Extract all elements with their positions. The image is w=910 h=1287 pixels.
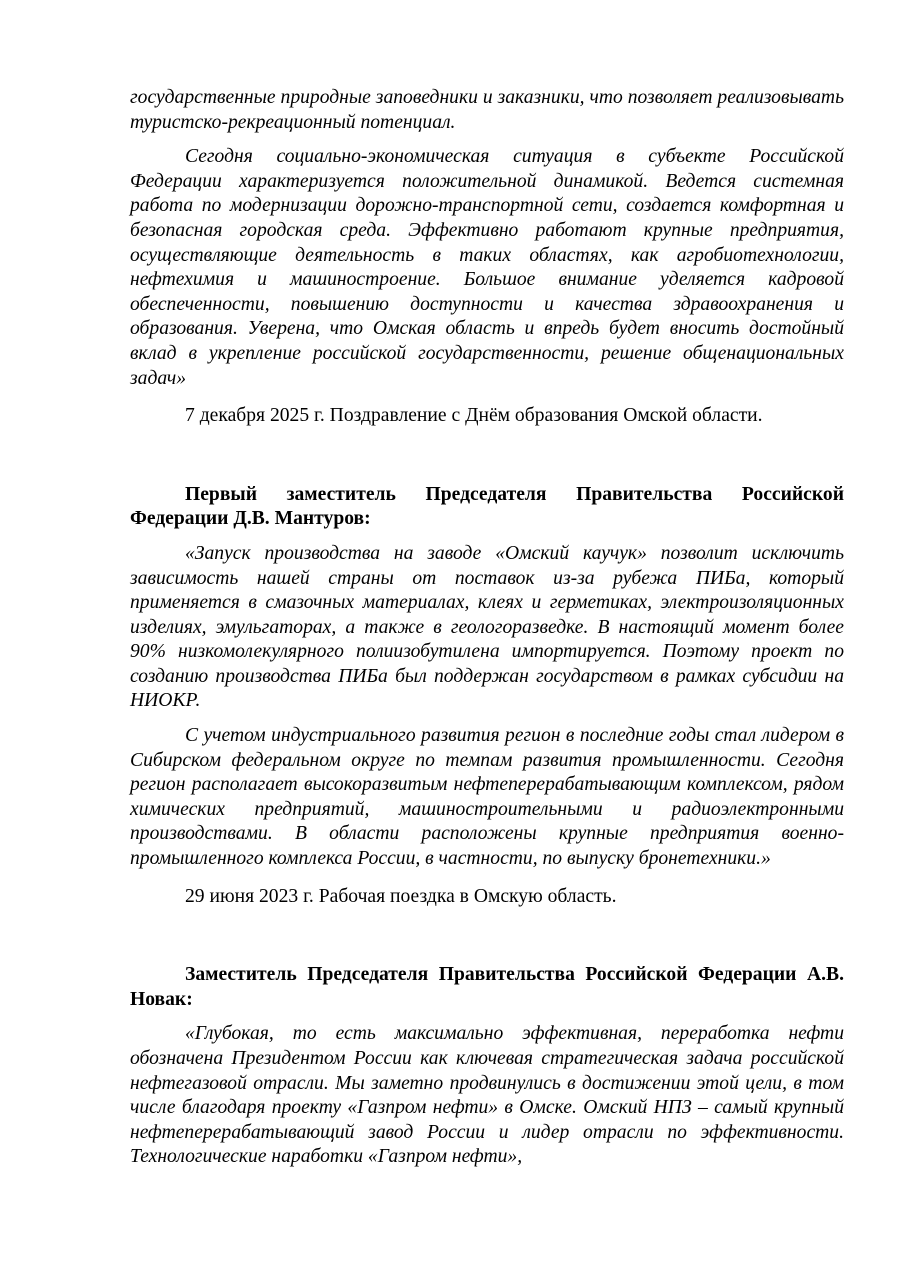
section-heading-manturov: Первый заместитель Председателя Правительства Российской Федерации Д.В. Мантуров: xyxy=(130,483,844,530)
continued-quote-paragraph: государственные природные заповедники и заказники, что позволяет реализовывать туристско-рекреационный потенциал. xyxy=(130,87,844,133)
quote-paragraph-novak-1: «Глубокая, то есть максимально эффективная, переработка нефти обозначена Президентом России как ключевая стратегическая задача российской нефтегазовой отрасли. Мы заметно продвинулись в достижении этой цели, в том числе благодаря проекту «Газпром нефти» в Омске. Омский НПЗ – самый крупный нефтеперерабатывающий завод России и лидер отрасли по эффективности. Технологические наработки «Газпром нефти», xyxy=(130,1023,844,1168)
section-heading-novak: Заместитель Председателя Правительства Российской Федерации А.В. Новак: xyxy=(130,964,844,1010)
document-page xyxy=(130,86,844,1170)
quote-paragraph-manturov-1: «Запуск производства на заводе «Омский каучук» позволит исключить зависимость нашей страны от поставок из-за рубежа ПИБа, который применяется в смазочных материалах, клеях и герметиках, электроизоляционных изделиях, эмульгаторах, а также в геологоразведке. В настоящий момент более 90% низкомолекулярного полиизобутилена импортируется. Поэтому проект по созданию производства ПИБа был поддержан государством в рамках субсидии на НИОКР. xyxy=(130,542,844,712)
quote-date-source-manturov: 29 июня 2023 г. Рабочая поездка в Омскую область. xyxy=(185,885,617,907)
quote-paragraph: Сегодня социально-экономическая ситуация в субъекте Российской Федерации характеризуется положительной динамикой. Ведется системная работа по модернизации дорожно-транспортной сети, создается комфортная и безопасная городская среда. Эффективно работают крупные предприятия, осуществляющие деятельность в таких областях, как агробиотехнологии, нефтехимия и машиностроение. Большое внимание уделяется кадровой обеспеченности, повышению доступности и качества здравоохранения и образования. Уверена, что Омская область и впредь будет вносить достойный вклад в укрепление российской государственности, решение общенациональных задач» xyxy=(130,146,844,389)
quote-paragraph-manturov-2: С учетом индустриального развития регион в последние годы стал лидером в Сибирском федеральном округе по темпам развития промышленности. Сегодня регион располагает высокоразвитым нефтеперерабатывающим комплексом, рядом химических предприятий, машиностроительными и радиоэлектронными производствами. В области расположены крупные предприятия военно-промышленного комплекса России, в частности, по выпуску бронетехники.» xyxy=(130,725,844,870)
quote-date-source: 7 декабря 2025 г. Поздравление с Днём образования Омской области. xyxy=(185,405,763,427)
